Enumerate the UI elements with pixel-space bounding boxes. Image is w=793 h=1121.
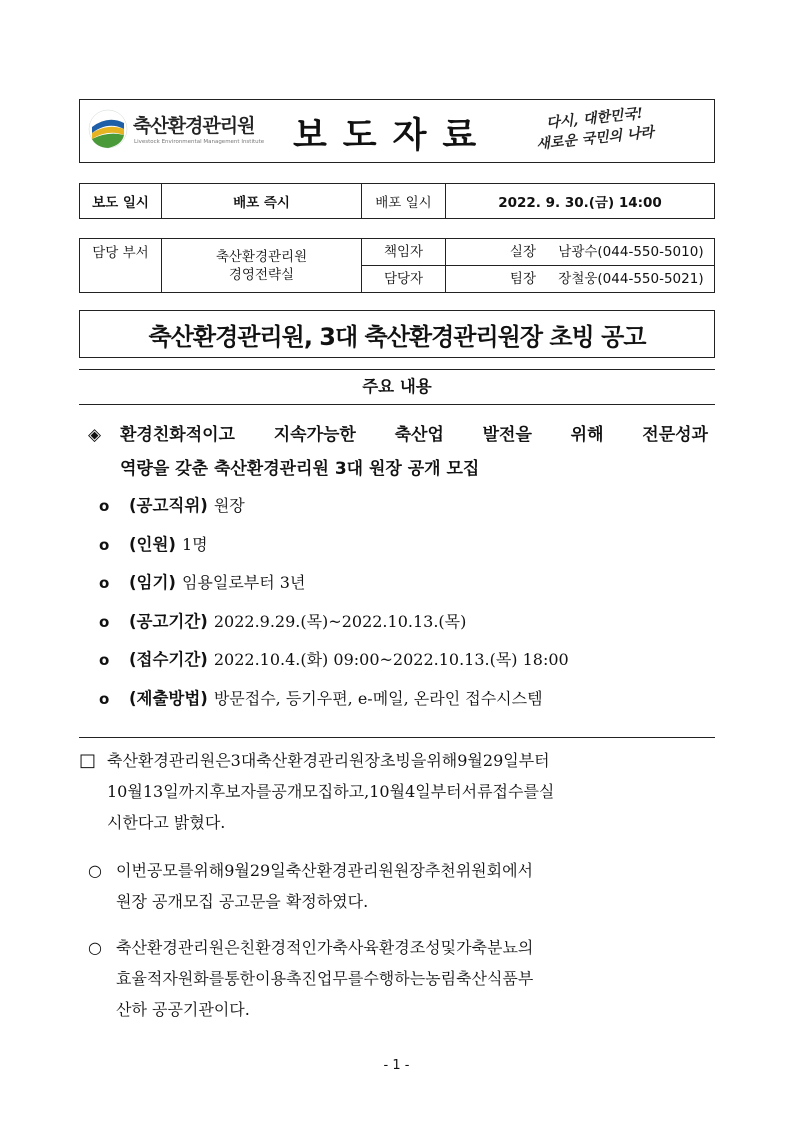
summary-top-rule [79,369,715,370]
word: 자원화를 [162,969,225,988]
page-title: 보도자료 [293,116,493,156]
release-date-value: 배포 즉시 [162,184,362,219]
list-item [99,569,715,608]
paragraph-line [116,855,715,886]
word: 가축분뇨의 [456,938,534,957]
summary-items [99,492,715,724]
circle-bullet-icon: o [99,535,110,554]
word: 환경친화적이고 [120,425,235,445]
word: 및 [440,938,457,957]
body-paragraph-1 [79,745,715,838]
word: 농림축산식품부 [425,969,534,988]
word: 발전을 [482,425,532,445]
word: 원장추천위원회에서 [393,861,533,880]
word: 이번 [116,861,147,880]
slogan-line-2: 새로운 국민의 나라 [535,124,655,153]
word: 29일 [249,861,286,880]
slogan-line-1: 다시, 대한민국! [545,105,644,132]
department-line-2: 경영전략실 [228,266,295,283]
distribution-label: 배포 일시 [362,184,446,219]
department-label: 담당 부서 [80,239,162,293]
summary-lead-line-1 [120,418,708,452]
paragraph-line [116,963,715,994]
circle-bullet-icon: o [99,651,110,670]
word: 10월 [369,782,406,801]
word: 전문성과 [642,425,708,445]
item-label: (제출방법) [129,688,208,708]
word: 조성 [409,938,441,957]
release-date-label: 보도 일시 [80,184,162,219]
word: 3대 [230,751,257,770]
contact-person [446,266,715,293]
word: 13일까지 [142,782,210,801]
paragraph-line [107,745,715,776]
distribution-value: 2022. 9. 30.(금) 14:00 [446,184,715,219]
list-item [99,608,715,647]
logo-emblem-icon [88,109,128,149]
paragraph-line: 원장 공개모집 공고문을 확정하였다. [116,892,369,911]
paragraph-line [107,776,715,807]
paragraph-line [116,932,715,963]
department-name [162,239,362,293]
contact-role: 담당자 [362,266,446,293]
contact-title: 실장 [509,244,536,260]
body-separator [79,737,715,738]
word: 위해 [426,751,458,770]
summary-heading: 주요 내용 [362,377,432,396]
word: 축산업 [394,425,444,445]
body-paragraph-2 [88,855,715,917]
word: 서류접수를 [461,782,539,801]
paragraph-line: 산하 공공기관이다. [116,1000,250,1019]
word: 축산환경관리원 [285,861,394,880]
list-item [99,492,715,531]
page-number: - 1 - [383,1058,410,1073]
item-label: (공고직위) [129,496,208,515]
release-info-table [79,183,715,219]
item-value: 임용일로부터 3년 [181,573,306,593]
word: 4일부터 [405,782,462,801]
word: 후보자를 [209,782,272,801]
summary-bottom-rule [79,404,715,405]
contact-role: 책임자 [362,239,446,266]
logo-subtitle: Livestock Environmental Management Institute [134,139,265,145]
circle-bullet-icon: o [99,497,110,515]
item-label: (임기) [129,573,176,593]
circle-bullet-icon: o [99,574,110,593]
word: 29일부터 [482,751,550,770]
list-item [99,531,715,570]
summary-lead-line-2: 역량을 갖춘 축산환경관리원 3대 원장 공개 모집 [120,459,480,479]
word: 9월 [457,751,483,770]
word: 통한 [224,969,256,988]
circle-bullet-icon: o [99,612,110,631]
circle-bullet-icon: ○ [88,861,102,880]
item-value: 방문접수, 등기우편, e-메일, 온라인 접수시스템 [213,688,543,708]
word: 위해 [193,861,225,880]
press-release-header [79,99,715,163]
diamond-bullet-icon: ◈ [88,425,102,445]
logo-name: 축산환경관리원 [133,115,255,137]
list-item [99,646,715,685]
word: 지속가능한 [273,425,356,445]
word: 공모를 [146,861,194,880]
item-label: (인원) [129,534,176,554]
circle-bullet-icon: ○ [88,938,102,957]
slogan [533,97,706,155]
word: 모집하고, [302,782,370,801]
word: 친환경적인 [239,938,317,957]
contact-name-phone: 남광수(044-550-5010) [558,244,704,260]
word: 9월 [224,861,250,880]
word: 공개 [271,782,303,801]
contact-name-phone: 장철웅(044-550-5021) [558,271,704,287]
item-label: (접수기간) [129,650,208,670]
body-paragraph-3 [88,932,715,1025]
item-value: 1명 [181,534,208,554]
word: 업무를 [316,969,364,988]
word: 효율적 [116,969,163,988]
contact-table [79,238,715,293]
word: 실 [538,782,555,801]
contact-person [446,239,715,266]
item-value: 2022.10.4.(화) 09:00~2022.10.13.(목) 18:00 [213,650,569,670]
list-item [99,685,715,724]
paragraph-line: 시한다고 밝혔다. [107,813,226,832]
contact-title: 팀장 [509,271,536,287]
word: 위해 [570,425,604,445]
circle-bullet-icon: o [99,689,110,708]
item-value: 2022.9.29.(목)~2022.10.13.(목) [213,611,467,631]
word: 축산환경관리원은 [116,938,240,957]
department-line-1: 축산환경관리원 [215,248,308,265]
item-label: (공고기간) [129,611,208,631]
word: 이용촉진 [255,969,317,988]
summary-lead [88,418,716,486]
word: 10월 [107,782,143,801]
organization-logo [88,106,263,156]
square-bullet-icon: □ [79,750,97,771]
word: 축산환경관리원은 [107,751,231,770]
word: 수행하는 [363,969,426,988]
word: 가축사육환경 [316,938,410,957]
item-value: 원장 [213,496,245,515]
word: 축산환경관리원장 [256,751,380,770]
headline: 축산환경관리원, 3대 축산환경관리원장 초빙 공고 [79,310,715,358]
word: 초빙을 [379,751,427,770]
